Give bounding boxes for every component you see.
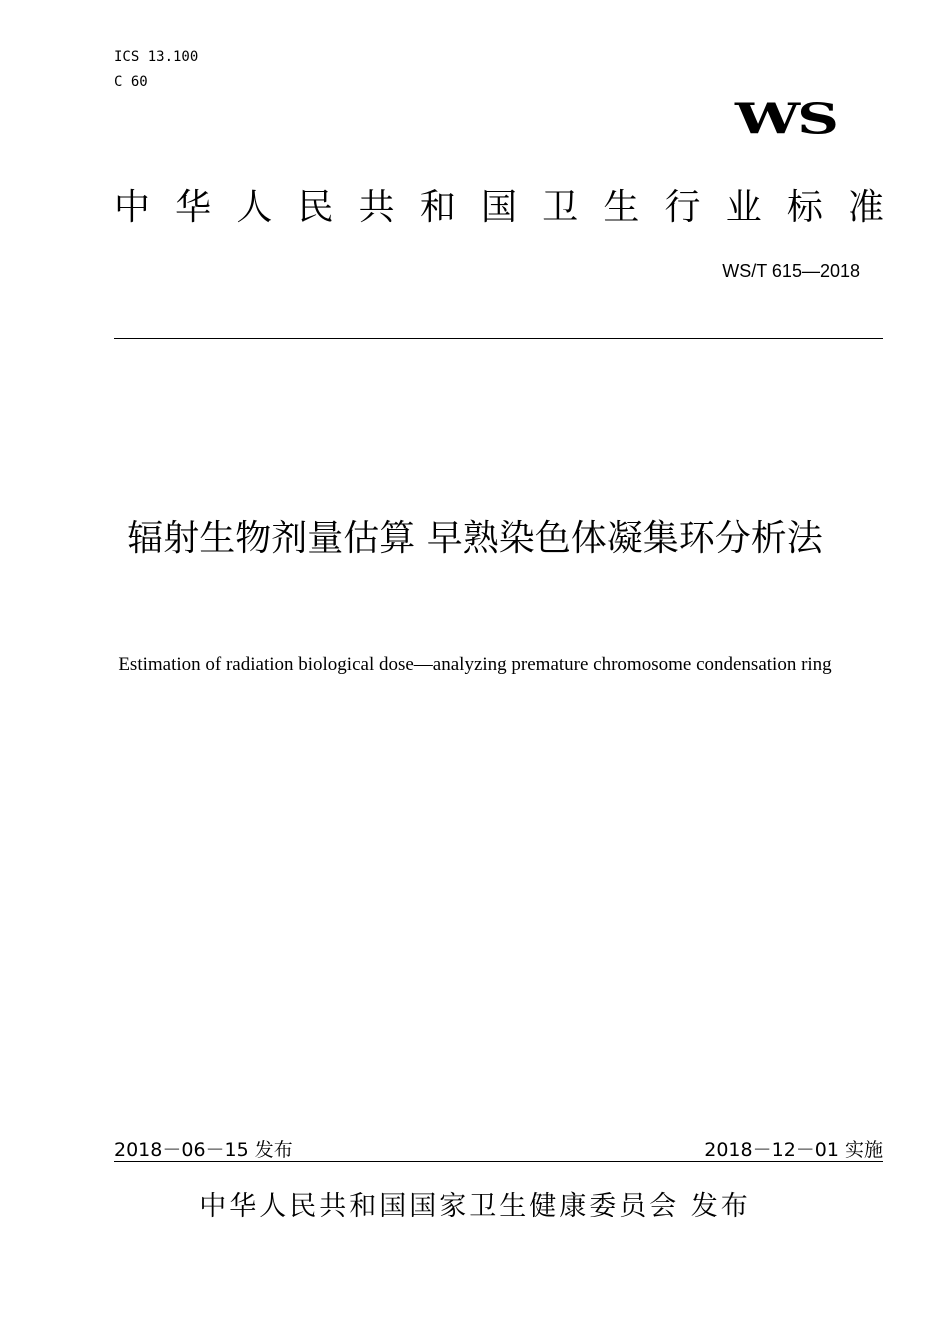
document-title-english: Estimation of radiation biological dose—analyzing premature chromosome condensation ring: [118, 654, 832, 675]
standard-category-title: 中 华 人 民 共 和 国 卫 生 行 业 标 准: [114, 187, 884, 228]
document-title-chinese: 辐射生物剂量估算 早熟染色体凝集环分析法: [127, 518, 823, 559]
header-divider: [114, 338, 883, 339]
ws-logo: WS: [734, 94, 836, 144]
publish-date: 2018－06－15 发布: [114, 1139, 293, 1161]
ics-code: ICS 13.100: [114, 49, 199, 65]
implement-date: 2018－12－01 实施: [704, 1139, 883, 1161]
issuing-authority: 中华人民共和国国家卫生健康委员会 发布: [199, 1191, 751, 1222]
footer-divider: [114, 1161, 883, 1162]
ccs-code: C 60: [114, 74, 148, 90]
standard-number: WS/T 615—2018: [722, 261, 860, 281]
